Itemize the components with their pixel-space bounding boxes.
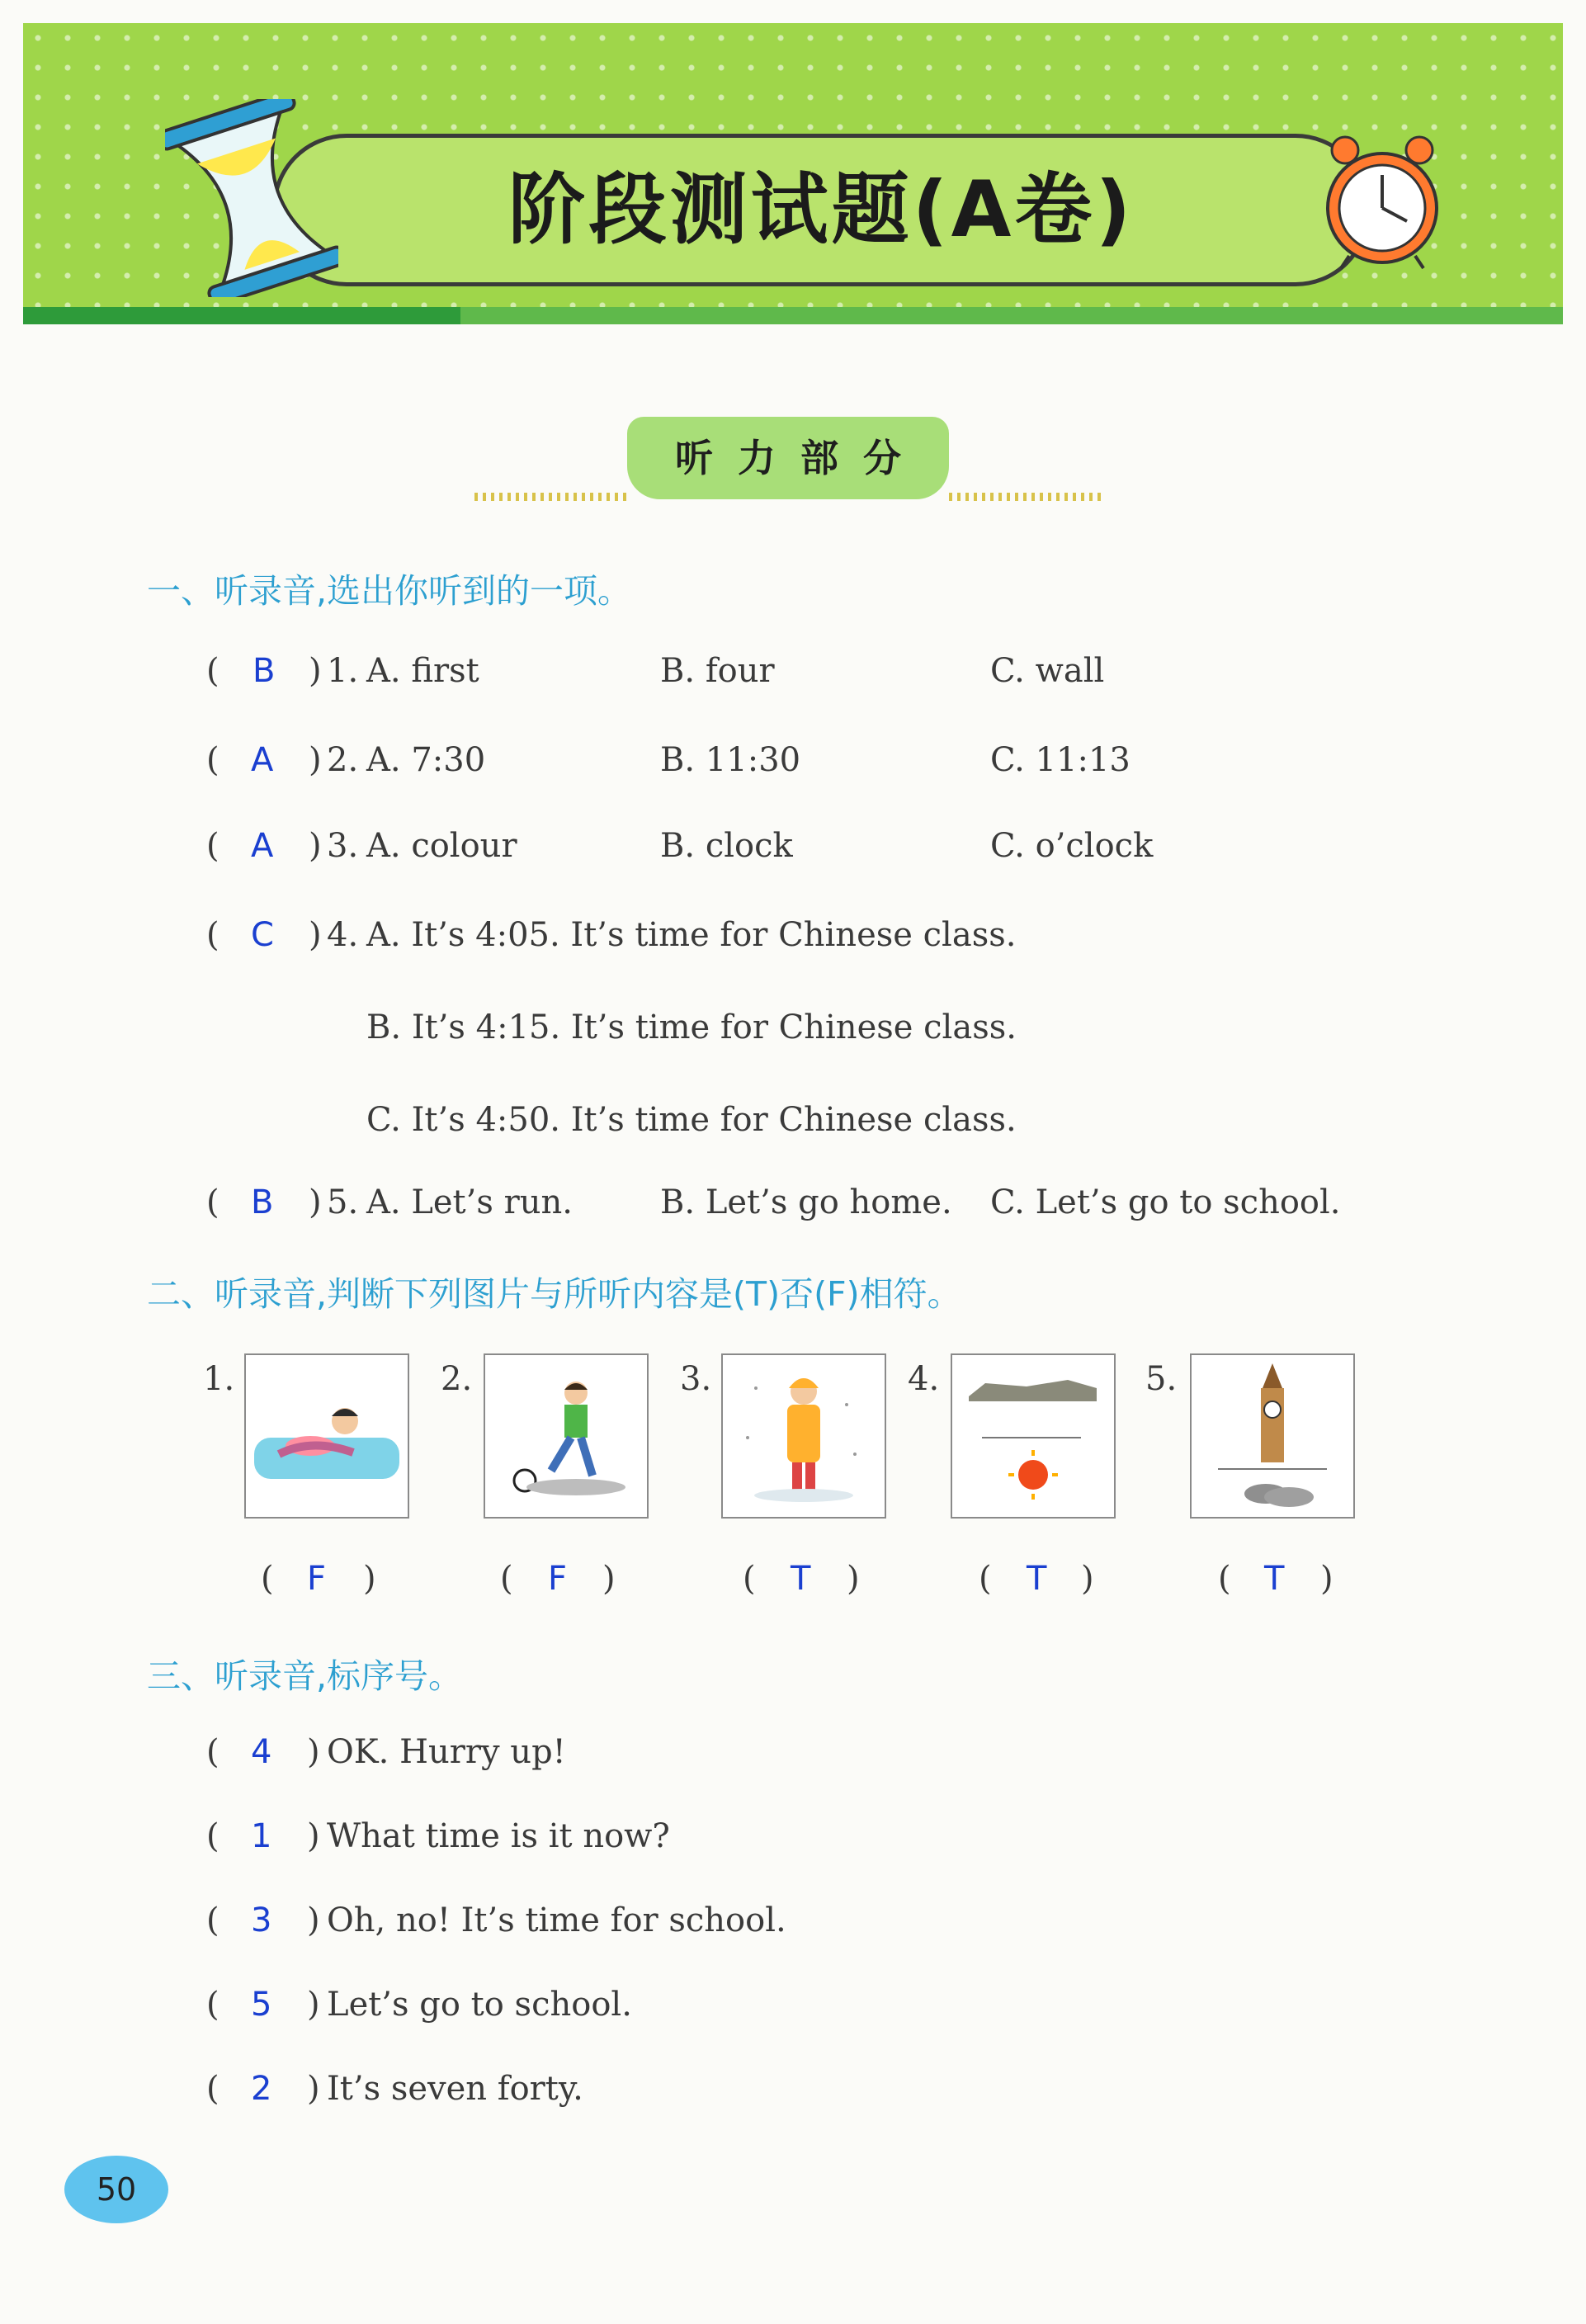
page-title: 阶段测试题(A卷) — [507, 165, 1135, 255]
section-label — [627, 417, 949, 499]
part1-num-1: 1. — [327, 652, 359, 690]
part1-num-5: 5. — [327, 1183, 359, 1221]
part3-sentence-1: OK. Hurry up! — [327, 1733, 566, 1771]
picture-num-1: 1. — [203, 1360, 235, 1398]
header-stripe-dark — [23, 307, 460, 324]
part2-answer-5: T — [1264, 1560, 1285, 1598]
part2-answer-4: T — [1027, 1560, 1047, 1598]
swimming-icon — [246, 1355, 408, 1517]
great-wall-sun-icon — [952, 1355, 1114, 1517]
part1-q4-option-c: C. It’s 4:50. It’s time for Chinese class. — [366, 1101, 1017, 1139]
picture-num-5: 5. — [1145, 1360, 1178, 1398]
part1-q3-option-b: B. clock — [660, 827, 793, 865]
part1-q4-option-b: B. It’s 4:15. It’s time for Chinese class. — [366, 1008, 1017, 1046]
section-label-text: 听力部分 — [675, 436, 926, 480]
picture-num-3: 3. — [680, 1360, 712, 1398]
divider-left — [474, 493, 627, 501]
part3-answer-4: 5 — [251, 1986, 272, 2024]
part3-answer-5: 2 — [251, 2070, 272, 2108]
picture-swimming — [244, 1353, 409, 1519]
part3-sentence-2: What time is it now? — [327, 1817, 670, 1855]
football-icon — [485, 1355, 647, 1517]
part3-heading: 三、听录音,标序号。 — [147, 1656, 463, 1696]
part1-answer-4: C — [251, 916, 274, 954]
part1-num-4: 4. — [327, 916, 359, 954]
part1-num-2: 2. — [327, 741, 359, 779]
picture-great-wall — [951, 1353, 1116, 1519]
part1-q3-option-c: C. o’clock — [990, 827, 1154, 865]
part1-q2-option-b: B. 11:30 — [660, 741, 801, 779]
part1-q1-option-c: C. wall — [990, 652, 1105, 690]
big-ben-cloud-icon — [1192, 1355, 1353, 1517]
page-number: 50 — [64, 2156, 168, 2223]
part3-answer-2: 1 — [251, 1817, 272, 1855]
picture-snow — [721, 1353, 886, 1519]
snow-girl-icon — [723, 1355, 885, 1517]
alarm-clock-icon — [1320, 132, 1444, 272]
part1-q4-option-a: A. It’s 4:05. It’s time for Chinese class. — [366, 916, 1017, 954]
part1-q2-option-c: C. 11:13 — [990, 741, 1130, 779]
part3-answer-1: 4 — [251, 1733, 272, 1771]
hourglass-icon — [165, 99, 338, 297]
part1-q3-option-a: A. colour — [366, 827, 517, 865]
divider-right — [949, 493, 1106, 501]
part1-q1-option-a: A. first — [366, 652, 479, 690]
part2-answer-2: F — [548, 1560, 568, 1598]
part1-q5-option-b: B. Let’s go home. — [660, 1183, 952, 1221]
part2-heading: 二、听录音,判断下列图片与所听内容是(T)否(F)相符。 — [147, 1274, 961, 1314]
part3-sentence-5: It’s seven forty. — [327, 2070, 583, 2108]
part1-heading: 一、听录音,选出你听到的一项。 — [147, 571, 632, 611]
picture-num-4: 4. — [908, 1360, 940, 1398]
picture-football — [484, 1353, 649, 1519]
part1-answer-1: B — [253, 652, 276, 690]
part3-answer-3: 3 — [251, 1901, 272, 1939]
part3-sentence-3: Oh, no! It’s time for school. — [327, 1901, 786, 1939]
part1-q1-option-b: B. four — [660, 652, 775, 690]
picture-big-ben — [1190, 1353, 1355, 1519]
part3-sentence-4: Let’s go to school. — [327, 1986, 632, 2024]
part1-q5-option-c: C. Let’s go to school. — [990, 1183, 1341, 1221]
part1-answer-5: B — [251, 1183, 274, 1221]
part1-q2-option-a: A. 7:30 — [366, 741, 486, 779]
part1-answer-3: A — [251, 827, 274, 865]
part1-answer-2: A — [251, 741, 274, 779]
part1-q5-option-a: A. Let’s run. — [366, 1183, 573, 1221]
part2-answer-1: F — [307, 1560, 327, 1598]
part1-num-3: 3. — [327, 827, 359, 865]
picture-num-2: 2. — [441, 1360, 473, 1398]
part2-answer-3: T — [791, 1560, 811, 1598]
